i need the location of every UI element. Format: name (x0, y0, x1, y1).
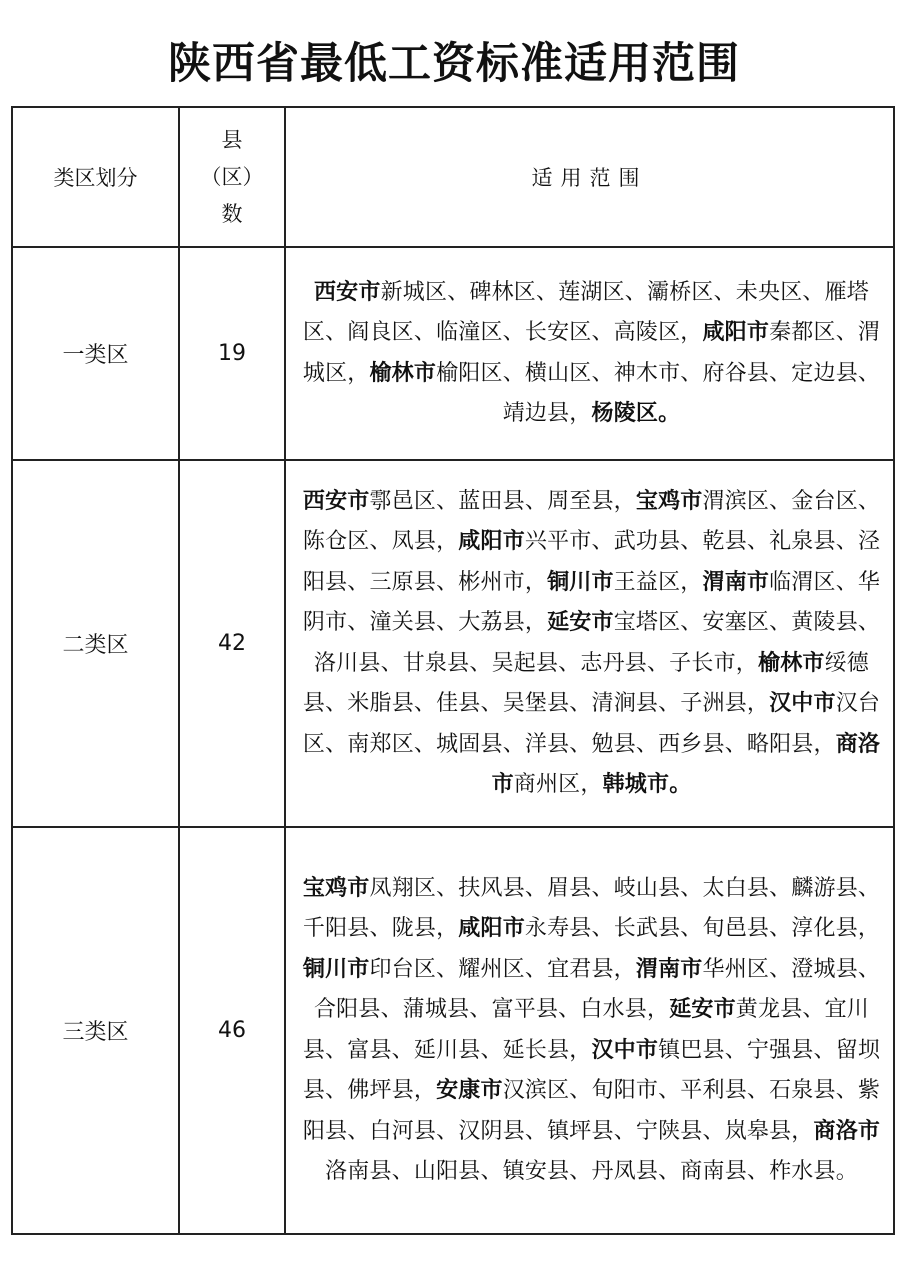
row-category: 一类区 (12, 247, 179, 460)
area-list: 绥德县、米脂县、佳县、吴堡县、清涧县、子洲县， (302, 650, 870, 716)
city-name: 延安市 (669, 997, 736, 1022)
area-list: 宝塔区、安塞区、黄陵县、洛川县、甘泉县、吴起县、志丹县、子长市， (313, 610, 881, 676)
city-name: 宝鸡市 (302, 875, 370, 901)
wage-standard-table (11, 106, 895, 1235)
city-name: 榆林市 (369, 360, 437, 386)
area-list: 印台区、耀州区、宜君县， (369, 956, 636, 982)
area-list: 鄠邑区、蓝田县、周至县， (369, 488, 636, 514)
row-count: 42 (179, 460, 285, 827)
page-title: 陕西省最低工资标准适用范围 (168, 39, 740, 89)
row-count: 19 (179, 247, 285, 460)
header-count (179, 107, 285, 247)
area-list: 凤翔区、扶风县、眉县、岐山县、太白县、麟游县、千阳县、陇县， (302, 875, 881, 941)
city-name: 商洛市 (491, 731, 881, 797)
city-name: 宝鸡市 (635, 488, 703, 514)
area-list: 兴平市、武功县、乾县、礼泉县、泾阳县、三原县、彬州市， (302, 529, 881, 595)
city-name: 杨陵区。 (591, 401, 681, 426)
row-category: 三类区 (12, 827, 179, 1234)
area-list: 洛南县、山阳县、镇安县、丹凤县、商南县、柞水县。 (325, 1159, 858, 1184)
row-scope (285, 827, 894, 1234)
city-name: 咸阳市 (702, 320, 770, 345)
area-list: 榆阳区、横山区、神木市、府谷县、定边县、靖边县， (436, 360, 881, 426)
city-name: 汉中市 (591, 1037, 659, 1063)
area-list: 华州区、澄城县、合阳县、蒲城县、富平县、白水县， (313, 956, 881, 1022)
city-name: 延安市 (547, 610, 614, 635)
header-count-line1: 县 (221, 127, 243, 152)
area-list: 永寿县、长武县、旬邑县、淳化县， (524, 916, 881, 941)
area-list: 秦都区、渭城区， (302, 320, 881, 386)
city-name: 韩城市。 (602, 772, 692, 797)
area-list: 汉台区、南郑区、城固县、洋县、勉县、西乡县、略阳县， (302, 691, 881, 757)
area-list: 渭滨区、金台区、陈仓区、凤县， (302, 488, 881, 554)
header-count-line2: （区） (200, 164, 264, 189)
table-header-row (12, 107, 894, 247)
area-list: 商州区， (513, 772, 603, 797)
city-name: 西安市 (302, 488, 370, 514)
area-list: 新城区、碑林区、莲湖区、灞桥区、未央区、雁塔区、阎良区、临潼区、长安区、高陵区， (302, 279, 869, 345)
city-name: 咸阳市 (458, 529, 525, 554)
row-count: 46 (179, 827, 285, 1234)
area-list: 汉滨区、旬阳市、平利县、石泉县、紫阳县、白河县、汉阴县、镇坪县、宁陕县、岚皋县， (302, 1078, 881, 1144)
area-list: 黄龙县、宜川县、富县、延川县、延长县， (302, 997, 869, 1063)
city-name: 西安市 (313, 279, 381, 305)
city-name: 渭南市 (635, 956, 703, 982)
city-name: 铜川市 (547, 569, 614, 595)
area-list: 镇巴县、宁强县、留坝县、佛坪县， (302, 1037, 881, 1103)
city-name: 安康市 (436, 1078, 503, 1103)
area-list: 临渭区、华阴市、潼关县、大荔县， (302, 569, 881, 635)
table-row (12, 247, 894, 460)
row-category: 二类区 (12, 460, 179, 827)
header-count-line3: 数 (221, 201, 243, 226)
city-name: 铜川市 (302, 956, 370, 982)
city-name: 汉中市 (769, 691, 836, 716)
city-name: 商洛市 (813, 1118, 881, 1144)
city-name: 渭南市 (702, 569, 770, 595)
row-scope (285, 247, 894, 460)
city-name: 咸阳市 (458, 916, 525, 941)
header-scope: 适用范围 (285, 107, 894, 247)
table-row (12, 827, 894, 1234)
row-scope (285, 460, 894, 827)
table-row (12, 460, 894, 827)
header-category: 类区划分 (12, 107, 179, 247)
area-list: 王益区， (613, 569, 703, 595)
city-name: 榆林市 (758, 650, 825, 676)
